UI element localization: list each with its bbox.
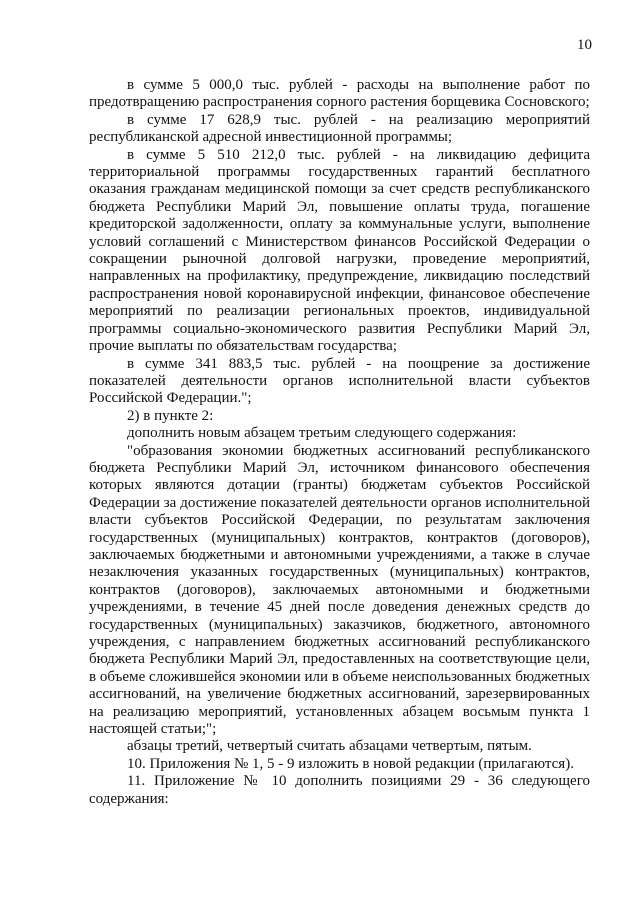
page-number: 10 <box>577 37 592 53</box>
paragraph-deficit-amount: в сумме 5 510 212,0 тыс. рублей - на ликвидацию дефицита территориальной программы государственных гарантий бесплатного оказания гражданам медицинской помощи за счет средств республиканского бюджета Республики Марий Эл, повышение оплаты труда, погашение кредиторской задолженности, оплату за коммунальные услуги, выполнение условий соглашений с Министерством финансов Российской Федерации о сокращении рыночной долговой нагрузки, проведение мероприятий, направленных на профилактику, предупреждение, ликвидацию последствий распространения новой коронавирусной инфекции, финансовое обеспечение мероприятий по реализации региональных проектов, индивидуальной программы социально-экономического развития Республики Марий Эл, прочие выплаты по обязательствам государства; <box>89 146 590 355</box>
paragraph-item-11: 11. Приложение № 10 дополнить позициями 29 - 36 следующего содержания: <box>89 773 590 807</box>
paragraph-borshevik-amount: в сумме 5 000,0 тыс. рублей - расходы на выполнение работ по предотвращению распространения сорного растения борщевика Сосновского; <box>89 77 590 111</box>
paragraph-renumbering: абзацы третий, четвертый считать абзацами четвертым, пятым. <box>127 738 532 755</box>
paragraph-add-third-paragraph: дополнить новым абзацем третьим следующего содержания: <box>127 425 517 442</box>
paragraph-investment-program-amount: в сумме 17 628,9 тыс. рублей - на реализацию мероприятий республиканской адресной инвестиционной программы; <box>89 111 590 146</box>
document-body <box>89 77 590 808</box>
paragraph-quoted-new-text: "образования экономии бюджетных ассигнований республиканского бюджета Республики Марий Эл, источником финансового обеспечения которых являются дотации (гранты) бюджетам субъектов Российской Федерации за достижение показателей деятельности органов исполнительной власти субъектов Российской Федерации, по результатам заключения государственных (муниципальных) контрактов, контрактов (договоров), заключаемых бюджетными и автономными учреждениями, а также в случае незаключения указанных государственных (муниципальных) контрактов, контрактов (договоров), заключаемых автономными и бюджетными учреждениями, в течение 45 дней после доведения денежных средств до государственных (муниципальных) заказчиков, бюджетного, автономного учреждения, с направлением бюджетных ассигнований республиканского бюджета Республики Марий Эл, предоставленных на соответствующие цели, в объеме сложившейся экономии или в объеме неиспользованных бюджетных ассигнований, на увеличение бюджетных ассигнований, зарезервированных на реализацию мероприятий, установленных абзацем восьмым пункта 1 настоящей статьи;"; <box>89 442 590 738</box>
paragraph-item-10: 10. Приложения № 1, 5 - 9 изложить в новой редакции (прилагаются). <box>127 755 574 772</box>
paragraph-item-2-heading: 2) в пункте 2: <box>127 407 214 424</box>
paragraph-incentive-amount: в сумме 341 883,5 тыс. рублей - на поощрение за достижение показателей деятельности органов исполнительной власти субъектов Российской Федерации."; <box>89 355 590 407</box>
